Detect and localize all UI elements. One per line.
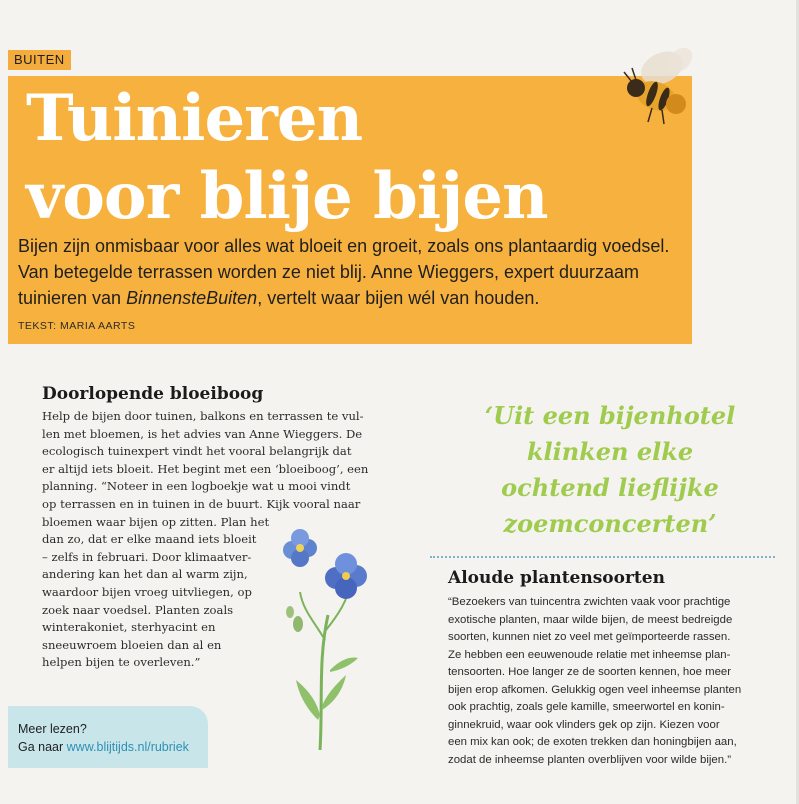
section2-line: soorten, kunnen niet zo veel met geïmporteerde rassen. [448, 631, 731, 643]
section1-line: – zelfs in februari. Door klimaatver- [42, 549, 252, 564]
section1-line: andering kan het dan al warm zijn, [42, 567, 248, 582]
section2-line: een mix kan ook; de exoten trekken dan honingbijen aan, [448, 736, 737, 748]
section1-line: dan zo, dat er elke maand iets bloeit [42, 532, 257, 547]
pull-quote-line: ochtend lieflijke [501, 473, 719, 502]
section1-line: helpen bijen te overleven.” [42, 655, 201, 670]
pull-quote [430, 398, 790, 542]
bee-illustration [622, 38, 704, 126]
header-panel [8, 76, 692, 344]
title-line-2: voor blije bijen [26, 159, 548, 234]
section1-line: bloemen waar bijen op zitten. Plan het [42, 514, 270, 529]
read-more-box [8, 706, 208, 768]
read-more-link[interactable]: www.blijtijds.nl/rubriek [66, 740, 189, 754]
section1-line: sneeuwroem bloeien dan al en [42, 637, 222, 652]
section2-line: zodat de inheemse planten overblijven voor wilde bijen.” [448, 753, 732, 766]
section1-heading: Doorlopende bloeiboog [42, 384, 264, 404]
read-more-label: Meer lezen? [18, 722, 87, 736]
pull-quote-line: zoemconcerten’ [503, 509, 717, 538]
section1-line: zoek naar voedsel. Planten zoals [42, 602, 234, 617]
section2-line: Ze hebben een eeuwenoude relatie met inheemse plan- [448, 648, 731, 661]
section1-line: winterakoniet, sterhyacint en [42, 620, 216, 635]
section2-line: tensoorten. Hoe langer ze de soorten kennen, hoe meer [448, 666, 732, 678]
section2-line: exotische planten, maar wilde bijen, de meest bedreigde [448, 613, 733, 626]
author-credit: TEKST: MARIA AARTS [18, 320, 136, 332]
section2-heading: Aloude plantensoorten [448, 568, 665, 588]
intro-text [18, 233, 686, 311]
section2-line: ook prachtig, zoals gele kamille, smeerwortel en konin- [448, 701, 725, 713]
section1-line: planning. “Noteer in een logboekje wat u mooi vindt [42, 479, 351, 494]
pull-quote-line: ‘Uit een bijenhotel [484, 401, 736, 430]
section2-line: bijen erop afkomen. Gelukkig ogen veel inheemse planten [448, 683, 742, 696]
section-tag: BUITEN [8, 50, 71, 70]
section1-line: op terrassen en in tuinen in de buurt. Kijk vooral naar [42, 496, 361, 511]
intro-part-1: Bijen zijn onmisbaar voor alles wat bloeit en groeit, zoals ons plantaardig voedsel. Van betegelde terrassen worden ze niet blij. Anne Wieggers, expert duurzaam tuinieren van [18, 236, 670, 308]
section-divider [430, 556, 775, 558]
read-more-prefix: Ga naar [18, 740, 67, 754]
section2-body [448, 594, 780, 769]
flower-illustration [268, 520, 378, 750]
section1-line: Help de bijen door tuinen, balkons en terrassen te vul- [42, 409, 364, 423]
title-line-1: Tuinieren [26, 81, 363, 156]
intro-emphasis: BinnensteBuiten [126, 288, 258, 308]
section1-line: er altijd iets bloeit. Het begint met een ‘bloeiboog’, een [42, 461, 369, 476]
section2-line: ginnekruid, waar ook vlinders gek op zijn. Kiezen voor [448, 718, 720, 731]
section1-line: len met bloemen, is het advies van Anne Wieggers. De [42, 426, 363, 441]
intro-part-2: , vertelt waar bijen wél van houden. [257, 288, 540, 308]
section1-line: waardoor bijen vroeg uitvliegen, op [42, 584, 252, 599]
article-title [26, 80, 586, 236]
section1-line: ecologisch tuinexpert vindt het vooral belangrijk dat [42, 444, 352, 459]
read-more-line [18, 738, 208, 756]
section2-line: “Bezoekers van tuincentra zwichten vaak voor prachtige [448, 596, 731, 608]
pull-quote-line: klinken elke [526, 437, 694, 466]
